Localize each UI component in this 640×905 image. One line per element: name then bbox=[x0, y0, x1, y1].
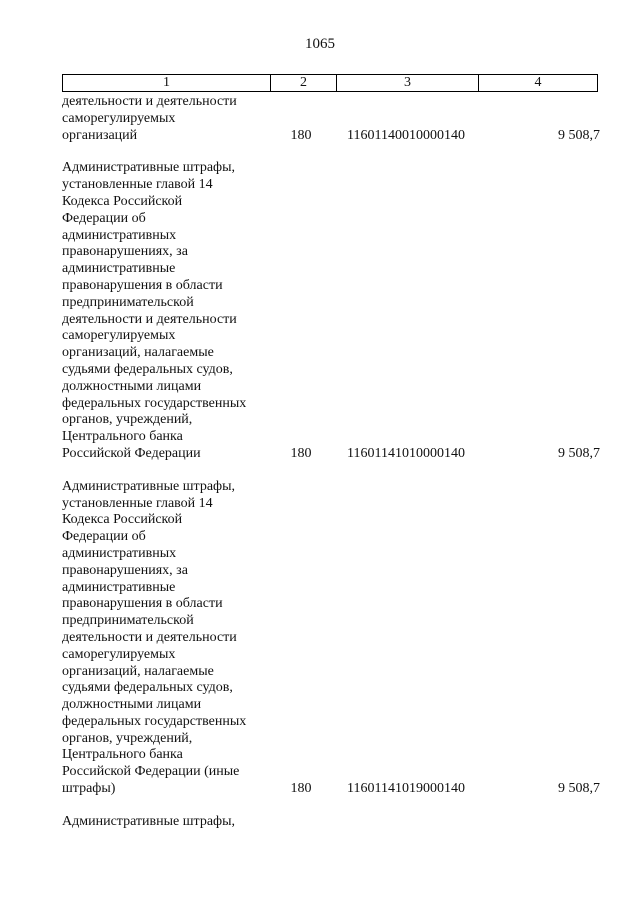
description-line: саморегулируемых bbox=[62, 328, 176, 344]
description-line: Административные штрафы, bbox=[62, 478, 236, 494]
table-header bbox=[62, 74, 598, 92]
table-row bbox=[62, 814, 602, 831]
description-line: предпринимательской bbox=[62, 613, 194, 629]
row-description bbox=[62, 160, 267, 462]
description-line: Федерации об bbox=[62, 529, 146, 545]
description-line: Административные штрафы, bbox=[62, 160, 236, 176]
description-line: административных bbox=[62, 545, 177, 561]
table-row bbox=[62, 94, 602, 144]
description-line: правонарушения в области bbox=[62, 277, 223, 293]
description-line: организаций, налагаемые bbox=[62, 345, 214, 361]
description-line: организаций bbox=[62, 127, 138, 143]
page-number: 1065 bbox=[305, 36, 335, 52]
row-budget-code: 11601141019000140 bbox=[347, 781, 465, 797]
description-line: административных bbox=[62, 227, 177, 243]
description-line: Кодекса Российской bbox=[62, 512, 183, 528]
description-line: деятельности и деятельности bbox=[62, 629, 237, 645]
description-line: административные bbox=[62, 579, 176, 595]
description-line: органов, учреждений, bbox=[62, 730, 193, 746]
header-col-1: 1 bbox=[163, 75, 170, 90]
description-line: деятельности и деятельности bbox=[62, 94, 237, 109]
table-body bbox=[62, 94, 602, 831]
description-line: установленные главой 14 bbox=[62, 495, 213, 511]
row-budget-code: 11601140010000140 bbox=[347, 127, 465, 143]
header-col-4: 4 bbox=[478, 75, 597, 91]
description-line: судьями федеральных судов, bbox=[62, 361, 233, 377]
row-admin-code: 180 bbox=[290, 445, 312, 461]
description-line: должностными лицами bbox=[62, 378, 202, 394]
description-line: Российской Федерации bbox=[62, 445, 201, 461]
description-line: Центрального банка bbox=[62, 747, 183, 763]
description-line: правонарушениях, за bbox=[62, 244, 188, 260]
header-col-3: 3 bbox=[336, 75, 478, 91]
description-line: правонарушениях, за bbox=[62, 562, 188, 578]
description-line: штрафы) bbox=[62, 781, 116, 797]
row-admin-code: 180 bbox=[290, 127, 312, 143]
table-row bbox=[62, 160, 602, 462]
description-line: федеральных государственных bbox=[62, 713, 247, 729]
description-line: правонарушения в области bbox=[62, 596, 223, 612]
description-line: федеральных государственных bbox=[62, 395, 247, 411]
description-line: организаций, налагаемые bbox=[62, 663, 214, 679]
description-line: саморегулируемых bbox=[62, 646, 176, 662]
table-row bbox=[62, 479, 602, 798]
description-line: должностными лицами bbox=[62, 697, 202, 713]
description-line: административные bbox=[62, 261, 176, 277]
row-description bbox=[62, 479, 267, 798]
row-amount: 9 508,7 bbox=[558, 127, 600, 143]
description-line: деятельности и деятельности bbox=[62, 311, 237, 327]
row-description bbox=[62, 94, 267, 144]
description-line: судьями федеральных судов, bbox=[62, 680, 233, 696]
header-col-2: 2 bbox=[270, 75, 336, 91]
description-line: саморегулируемых bbox=[62, 110, 176, 126]
row-budget-code: 11601141010000140 bbox=[347, 445, 465, 461]
description-line: Кодекса Российской bbox=[62, 193, 183, 209]
description-line: предпринимательской bbox=[62, 294, 194, 310]
row-amount: 9 508,7 bbox=[558, 445, 600, 461]
row-description bbox=[62, 814, 267, 831]
description-line: органов, учреждений, bbox=[62, 412, 193, 428]
description-line: Центрального банка bbox=[62, 429, 183, 445]
description-line: установленные главой 14 bbox=[62, 177, 213, 193]
description-line: Административные штрафы, bbox=[62, 813, 236, 829]
description-line: Российской Федерации (иные bbox=[62, 764, 240, 780]
description-line: Федерации об bbox=[62, 210, 146, 226]
row-amount: 9 508,7 bbox=[558, 781, 600, 797]
row-admin-code: 180 bbox=[290, 781, 312, 797]
